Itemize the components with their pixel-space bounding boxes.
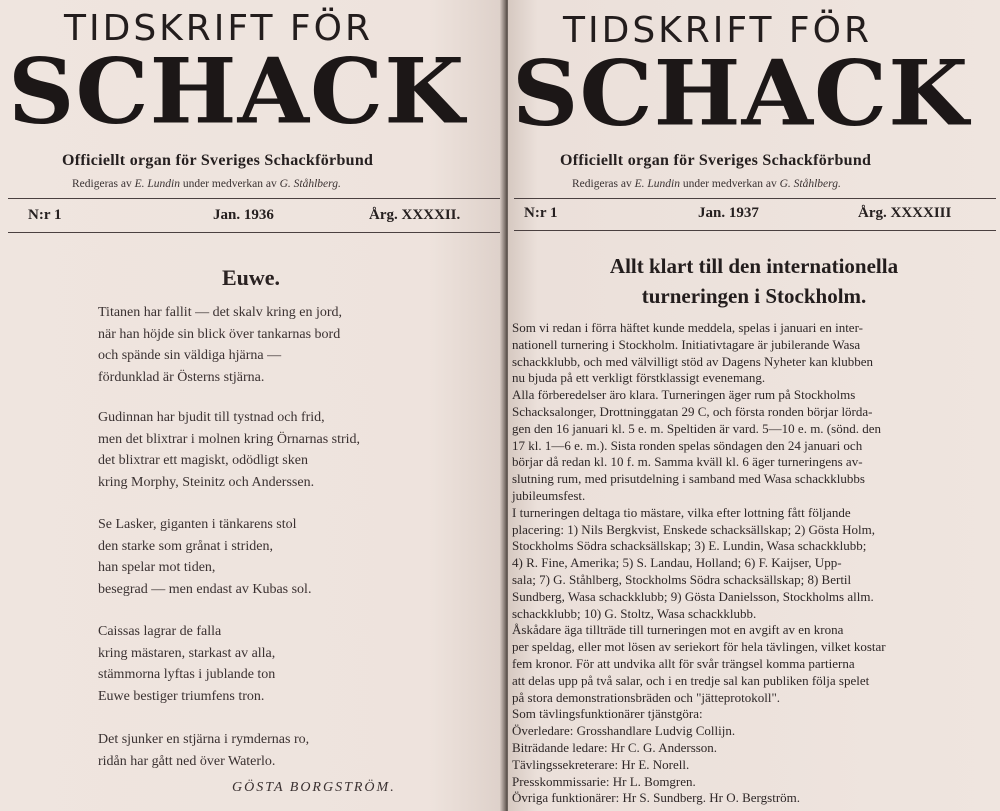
coeditor-name: G. Ståhlberg.	[279, 178, 341, 190]
article-line-text: jubileumsfest.	[512, 488, 586, 503]
editors-prefix: Redigeras av	[72, 178, 132, 190]
article-line	[508, 337, 996, 354]
poem-stanza	[98, 621, 275, 707]
article-line-text: fem kronor. För att undvika allt för svår trängsel komma partierna	[512, 656, 855, 671]
poem-stanza	[98, 514, 311, 600]
article-line	[508, 723, 996, 740]
article-line-text: Schacksalonger, Drottninggatan 29 C, och första ronden börjar lörda-	[512, 404, 873, 419]
article-line-text: slutning rum, med prisutdelning i samband med Wasa schackklubbs	[512, 471, 865, 487]
poem-stanza	[98, 302, 342, 388]
article-line	[508, 454, 996, 471]
article-line	[508, 421, 996, 438]
issue-date: Jan. 1936	[213, 207, 274, 223]
article-line-text: schackklubb; 10) G. Stoltz, Wasa schackklubb.	[512, 605, 757, 621]
poem-line: när han höjde sin blick över tankarnas bord	[98, 326, 341, 342]
poem-line: kring Morphy, Steinitz och Anderssen.	[98, 474, 315, 490]
article-line-text: Sundberg, Wasa schackklubb; 9) Gösta Danielsson, Stockholms allm.	[512, 588, 874, 604]
article-line	[508, 673, 996, 690]
headline-line: turneringen i Stockholm.	[641, 284, 867, 308]
article-line	[508, 370, 996, 387]
article-line	[508, 387, 996, 404]
poem-line: ridån har gått ned över Waterlo.	[98, 753, 276, 769]
article-line-text: att delas upp på två salar, och i en tredje sal kan publiken följa spelet	[512, 672, 870, 688]
header-rule-top	[8, 198, 500, 199]
poem-line: besegrad — men endast av Kubas sol.	[98, 581, 312, 597]
article-line-text: 17 kl. 1—6 e. m.). Sista ronden spelas söndagen den 24 januari och	[512, 437, 863, 453]
volume: Årg. XXXXII.	[369, 207, 461, 223]
poem-line: stämmorna lyftas i jublande ton	[98, 667, 276, 682]
article-line-text: Som vi redan i förra häftet kunde meddela, spelas i januari en inter-	[512, 320, 863, 335]
editors-prefix: Redigeras av	[572, 178, 632, 190]
masthead-subtitle: Officiellt organ för Sveriges Schackförbund	[560, 152, 872, 169]
article-line	[508, 639, 996, 656]
editors-line	[72, 178, 341, 190]
poem-line: Det sjunker en stjärna i rymdernas ro,	[98, 732, 310, 747]
poem-title: Euwe.	[222, 265, 281, 290]
article-line-text: Alla förberedelser äro klara. Turneringen äger rum på Stockholms	[512, 387, 856, 403]
poem-line: Caissas lagrar de falla	[98, 624, 222, 639]
article-line	[508, 354, 996, 371]
article-line-text: Presskommissarie: Hr L. Bomgren.	[512, 773, 696, 789]
article-line-text: Som tävlingsfunktionärer tjänstgöra:	[512, 706, 703, 722]
article-line-text: sala; 7) G. Ståhlberg, Stockholms Södra schacksällskap; 8) Bertil	[512, 572, 852, 587]
poem-line: fördunklad är Österns stjärna.	[98, 369, 265, 385]
article-line	[508, 740, 996, 757]
article-line	[508, 606, 996, 623]
poem-line: men det blixtrar i molnen kring Örnarnas strid,	[98, 431, 361, 447]
article-line-text: gen den 16 januari kl. 5 e. m. Speltiden är vard. 5—10 e. m. (sönd. den	[512, 420, 881, 436]
article-line	[508, 471, 996, 488]
issue-date: Jan. 1937	[698, 205, 759, 221]
masthead-title: SCHACK	[512, 40, 970, 146]
article-line	[508, 404, 996, 421]
editor-name: E. Lundin	[134, 178, 180, 190]
article-line	[508, 522, 996, 539]
article-line-text: schackklubb, och med välvilligt stöd av Dagens Nyheter kan klubben	[512, 353, 874, 369]
article-line-text: Övriga funktionärer: Hr S. Sundberg. Hr O. Bergström.	[512, 790, 801, 806]
article-line-text: Åskådare äga tillträde till turneringen mot en avgift av en krona	[512, 622, 844, 638]
article-line-text: nationell turnering i Stockholm. Initiativtagare är jubilerande Wasa	[512, 336, 861, 352]
right-page	[508, 0, 1000, 811]
article-line	[508, 589, 996, 606]
poem-line: Gudinnan har bjudit till tystnad och frid,	[98, 410, 325, 425]
article-line	[508, 757, 996, 774]
poem-line: och spände sin väldiga hjärna —	[98, 348, 282, 363]
masthead-top: TIDSKRIFT FÖR	[64, 8, 373, 49]
article-line	[508, 774, 996, 791]
poem-line: kring mästaren, starkast av alla,	[98, 645, 276, 661]
editor-name: E. Lundin	[634, 178, 680, 190]
article-line	[508, 622, 996, 639]
article-line-text: placering: 1) Nils Bergkvist, Enskede schacksällskap; 2) Gösta Holm,	[512, 521, 875, 537]
issue-number: N:r 1	[524, 205, 558, 221]
poem-stanza	[98, 407, 360, 493]
article-headline	[508, 251, 1000, 311]
masthead-subtitle: Officiellt organ för Sveriges Schackförbund	[62, 152, 374, 169]
article-line-text: börjar då redan kl. 10 f. m. Samma kväll kl. 6 äger turneringens av-	[512, 454, 863, 470]
headline-line: Allt klart till den internationella	[609, 254, 899, 278]
article-line-text: Tävlingssekreterare: Hr E. Norell.	[512, 756, 690, 772]
editors-mid: under medverkan av	[182, 178, 277, 190]
article-line	[508, 706, 996, 723]
poem-line: Se Lasker, giganten i tänkarens stol	[98, 517, 297, 532]
article-line	[508, 690, 996, 707]
article-line	[508, 790, 996, 807]
poem-line: Titanen har fallit — det skalv kring en jord,	[98, 305, 343, 320]
poem-line: det blixtrar ett magiskt, odödligt sken	[98, 453, 308, 468]
article-line-text: 4) R. Fine, Amerika; 5) S. Landau, Holland; 6) F. Kaijser, Upp-	[512, 555, 842, 571]
poem-line: Euwe bestiger triumfens tron.	[98, 688, 265, 704]
article-line	[508, 505, 996, 522]
article-line-text: nu bjuda på ett verkligt förstklassigt evenemang.	[512, 370, 766, 386]
article-line-text: på stora demonstrationsbräden och "jätteprotokoll".	[512, 689, 781, 705]
article-line-text: Överledare: Grosshandlare Ludvig Collijn.	[512, 723, 736, 739]
issue-number: N:r 1	[28, 207, 62, 223]
masthead-top: TIDSKRIFT FÖR	[563, 10, 872, 51]
volume: Årg. XXXXIII	[858, 205, 952, 221]
article-line-text: Stockholms Södra schacksällskap; 3) E. Lundin, Wasa schackklubb;	[512, 538, 867, 554]
article-line-text: I turneringen deltaga tio mästare, vilka efter lottning fått följande	[512, 504, 851, 520]
poem-signature: GÖSTA BORGSTRÖM.	[232, 780, 396, 795]
masthead-title: SCHACK	[8, 38, 466, 144]
header-rule-bottom	[8, 232, 500, 233]
poem-line: han spelar mot tiden,	[98, 560, 216, 575]
article-line	[508, 438, 996, 455]
header-rule-top	[514, 198, 996, 199]
header-rule-bottom	[514, 230, 996, 231]
article-line-text: per speldag, eller mot lösen av seriekort för hela tävlingen, vilket kostar	[512, 639, 886, 655]
poem-stanza	[98, 729, 309, 772]
article-line-text: Biträdande ledare: Hr C. G. Andersson.	[512, 740, 718, 755]
article-line	[508, 656, 996, 673]
article-line	[508, 538, 996, 555]
editors-line	[572, 178, 841, 190]
editors-mid: under medverkan av	[682, 178, 777, 190]
article-line	[508, 320, 996, 337]
article-line	[508, 555, 996, 572]
article-line	[508, 488, 996, 505]
article-line	[508, 572, 996, 589]
coeditor-name: G. Ståhlberg.	[779, 178, 841, 190]
poem-line: den starke som grånat i striden,	[98, 538, 273, 554]
